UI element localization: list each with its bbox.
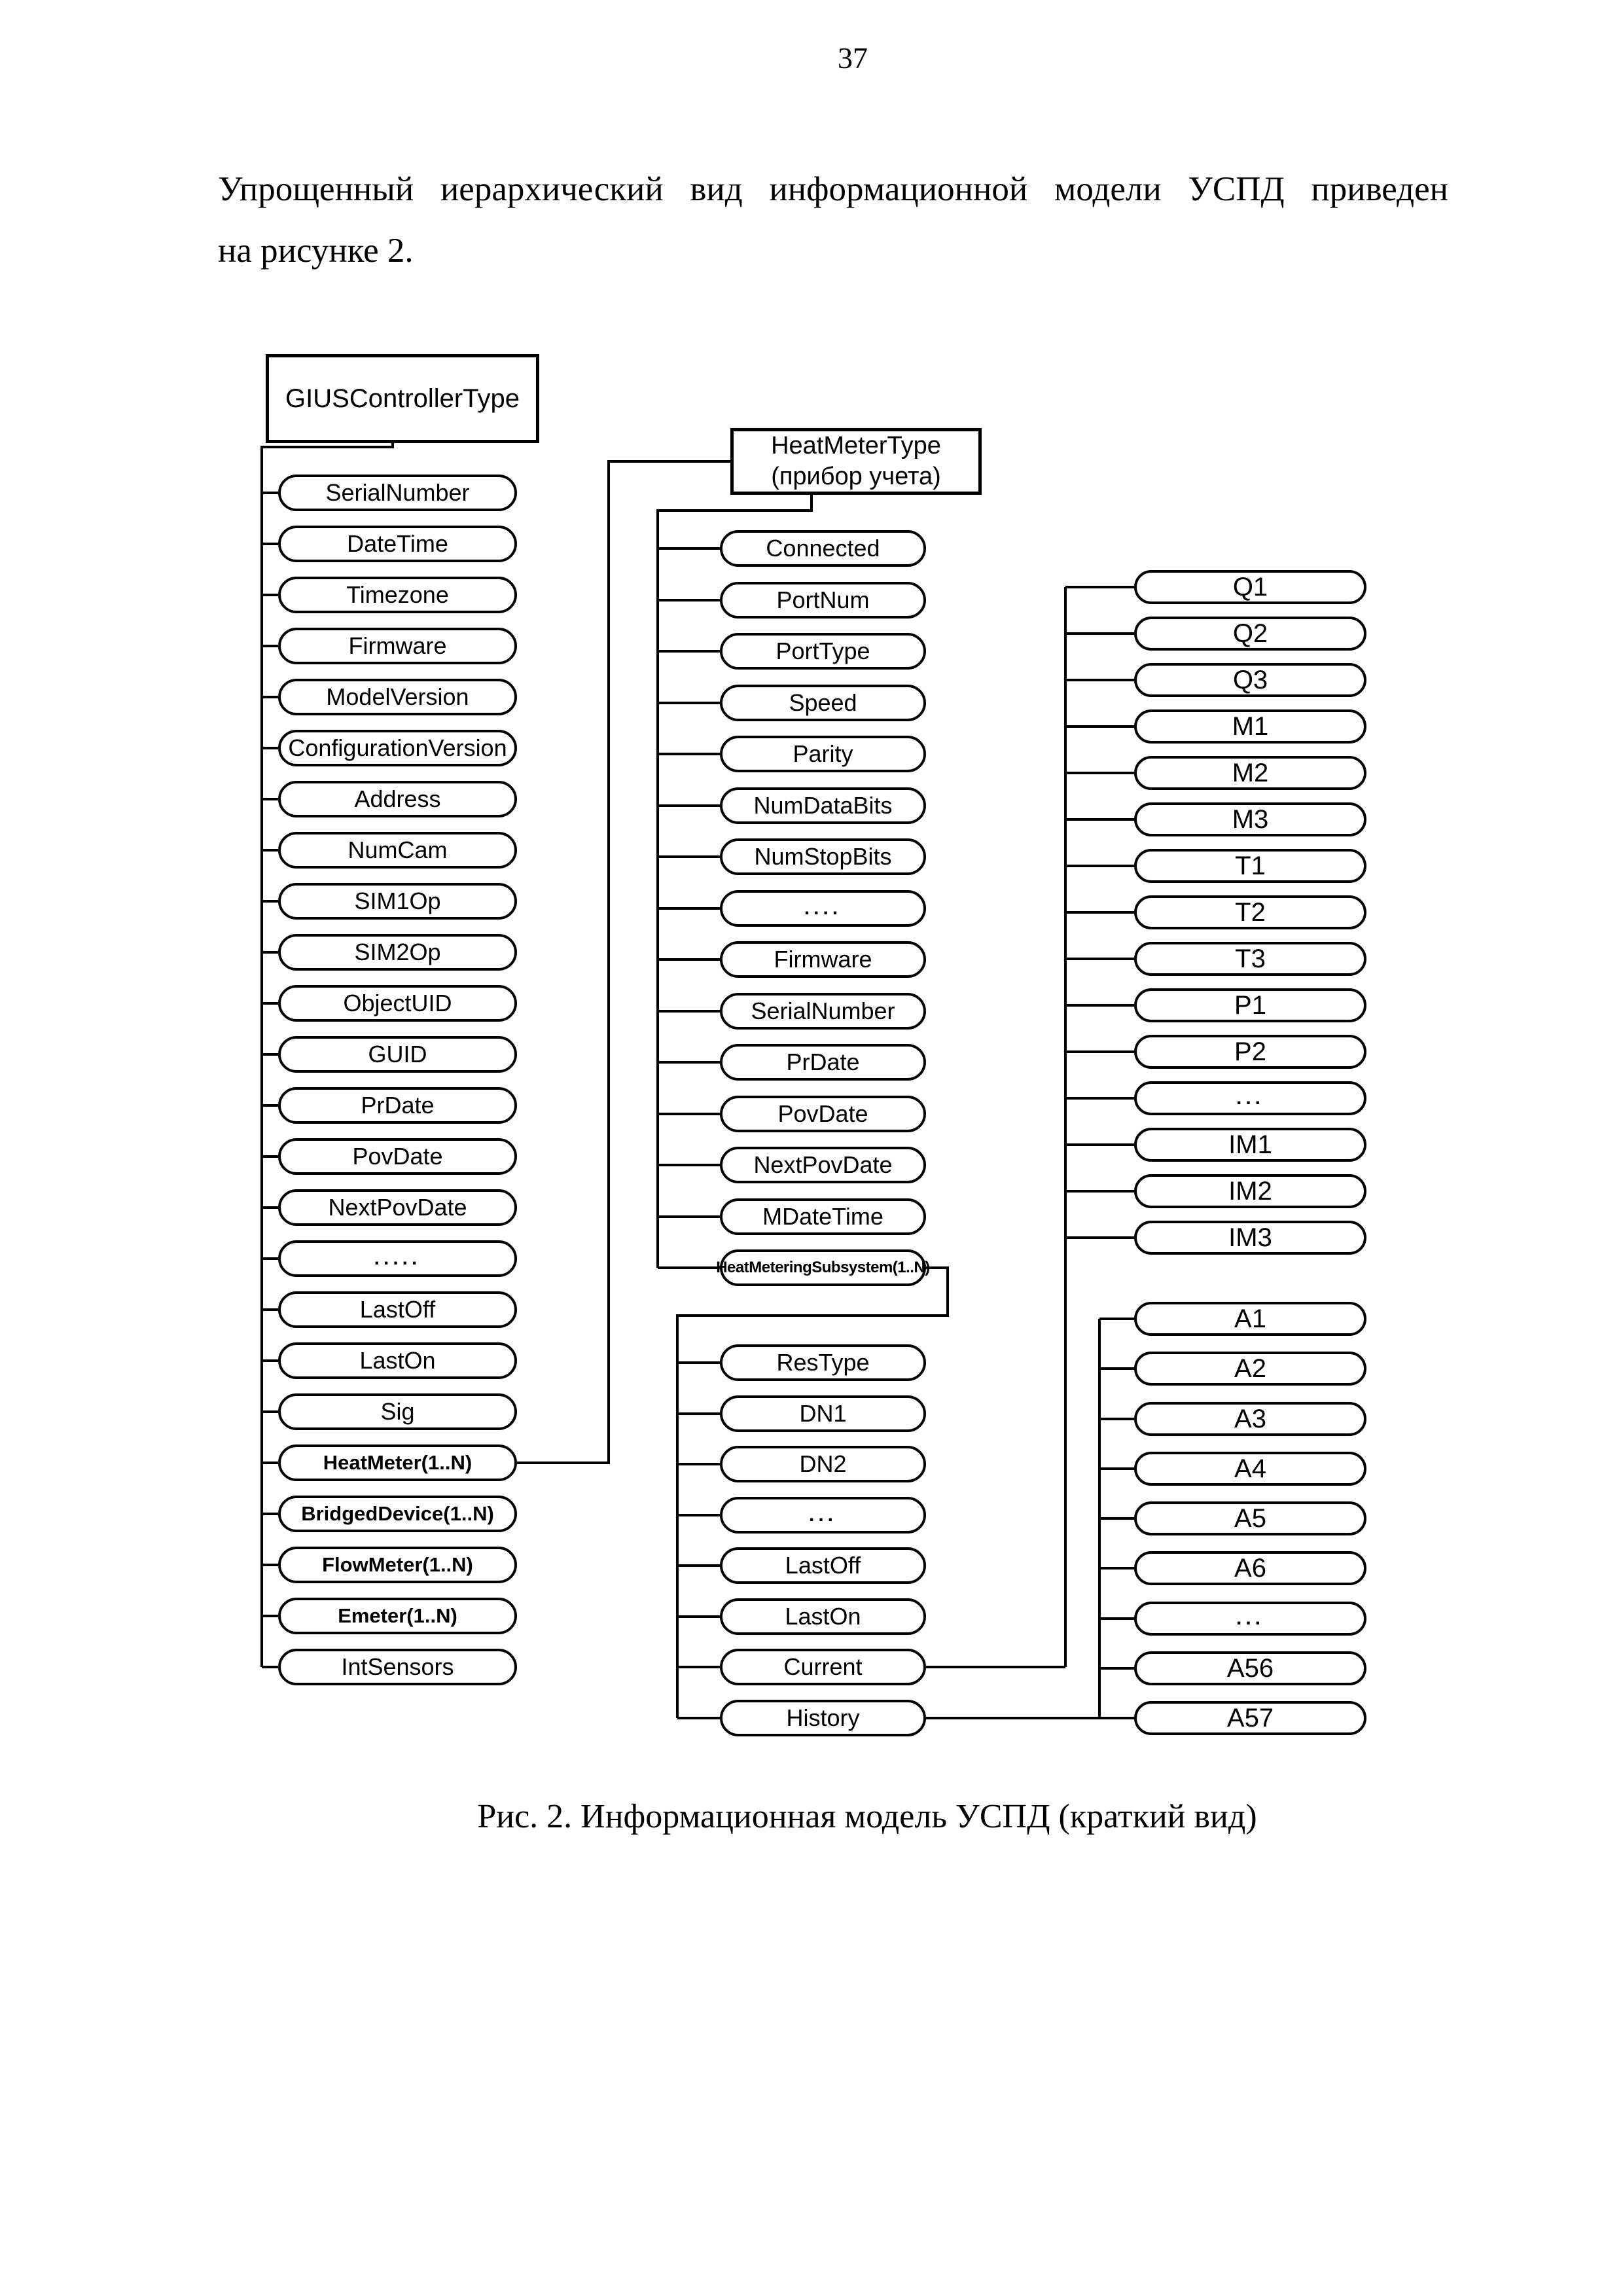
tree-node: GUID — [278, 1036, 517, 1073]
tree-node: Sig — [278, 1393, 517, 1430]
tree-node: DN1 — [720, 1395, 926, 1432]
tree-node: PortNum — [720, 582, 926, 619]
tree-node: A5 — [1134, 1501, 1366, 1535]
tree-node: NumDataBits — [720, 787, 926, 824]
tree-node: Emeter(1..N) — [278, 1598, 517, 1634]
tree-node: P2 — [1134, 1035, 1366, 1069]
tree-node: M2 — [1134, 756, 1366, 790]
tree-node: Address — [278, 781, 517, 817]
intro-line-2: на рисунке 2. — [218, 232, 414, 270]
tree-node: A4 — [1134, 1452, 1366, 1486]
tree-node: PrDate — [720, 1044, 926, 1081]
tree-node: ..... — [278, 1240, 517, 1277]
tree-node: Firmware — [720, 941, 926, 978]
tree-node: NumStopBits — [720, 838, 926, 875]
tree-node: IM3 — [1134, 1221, 1366, 1255]
tree-node: T1 — [1134, 849, 1366, 883]
tree-node: LastOff — [278, 1291, 517, 1328]
tree-node: P1 — [1134, 988, 1366, 1022]
tree-node: PrDate — [278, 1087, 517, 1124]
tree-node: SIM2Op — [278, 934, 517, 971]
tree-node: Parity — [720, 736, 926, 772]
tree-node: FlowMeter(1..N) — [278, 1547, 517, 1583]
middle-root-subtitle: (прибор учета) — [771, 463, 941, 490]
tree-node: ModelVersion — [278, 679, 517, 715]
tree-node: History — [720, 1700, 926, 1736]
tree-node: ObjectUID — [278, 985, 517, 1022]
tree-node: A56 — [1134, 1651, 1366, 1685]
tree-node: ... — [1134, 1081, 1366, 1115]
intro-line-1: Упрощенный иерархический вид информационной модели УСПД приведен — [218, 170, 1448, 208]
tree-node: Q1 — [1134, 570, 1366, 604]
tree-node: SerialNumber — [720, 993, 926, 1030]
tree-node: A6 — [1134, 1551, 1366, 1585]
tree-node: PortType — [720, 633, 926, 670]
tree-node: ... — [1134, 1602, 1366, 1636]
tree-node: HeatMeter(1..N) — [278, 1444, 517, 1481]
tree-node: ... — [720, 1497, 926, 1534]
tree-node: Speed — [720, 685, 926, 721]
figure-caption: Рис. 2. Информационная модель УСПД (краткий вид) — [477, 1798, 1257, 1835]
tree-node: IM1 — [1134, 1128, 1366, 1162]
tree-node: IntSensors — [278, 1649, 517, 1685]
tree-node: DN2 — [720, 1446, 926, 1482]
tree-node: Firmware — [278, 628, 517, 664]
middle-root-box — [730, 428, 982, 495]
tree-node: T2 — [1134, 895, 1366, 929]
tree-node: MDateTime — [720, 1198, 926, 1235]
tree-node: Q3 — [1134, 663, 1366, 697]
tree-node: SIM1Op — [278, 883, 517, 920]
tree-node: LastOn — [278, 1342, 517, 1379]
tree-node: LastOff — [720, 1547, 926, 1584]
tree-node: IM2 — [1134, 1174, 1366, 1208]
tree-node: ConfigurationVersion — [278, 730, 517, 766]
tree-node: PovDate — [278, 1138, 517, 1175]
tree-node: NextPovDate — [720, 1147, 926, 1183]
middle-root-title: HeatMeterType — [771, 431, 941, 459]
tree-node: Connected — [720, 530, 926, 567]
tree-node: T3 — [1134, 942, 1366, 976]
tree-node: Current — [720, 1649, 926, 1685]
tree-node: M1 — [1134, 709, 1366, 744]
tree-node: Timezone — [278, 577, 517, 613]
tree-node: A57 — [1134, 1701, 1366, 1735]
tree-node: BridgedDevice(1..N) — [278, 1496, 517, 1532]
left-root-box: GIUSControllerType — [266, 354, 539, 443]
tree-node: LastOn — [720, 1598, 926, 1635]
page-number: 37 — [838, 41, 868, 75]
tree-node: A2 — [1134, 1352, 1366, 1386]
tree-node: DateTime — [278, 526, 517, 562]
tree-node: .... — [720, 890, 926, 927]
tree-node: HeatMeteringSubsystem(1..N) — [720, 1249, 926, 1286]
tree-node: A3 — [1134, 1402, 1366, 1436]
tree-node: SerialNumber — [278, 475, 517, 511]
tree-node: M3 — [1134, 802, 1366, 836]
tree-node: PovDate — [720, 1096, 926, 1132]
tree-node: A1 — [1134, 1302, 1366, 1336]
tree-node: Q2 — [1134, 617, 1366, 651]
tree-node: NumCam — [278, 832, 517, 869]
tree-node: NextPovDate — [278, 1189, 517, 1226]
tree-node: ResType — [720, 1344, 926, 1381]
